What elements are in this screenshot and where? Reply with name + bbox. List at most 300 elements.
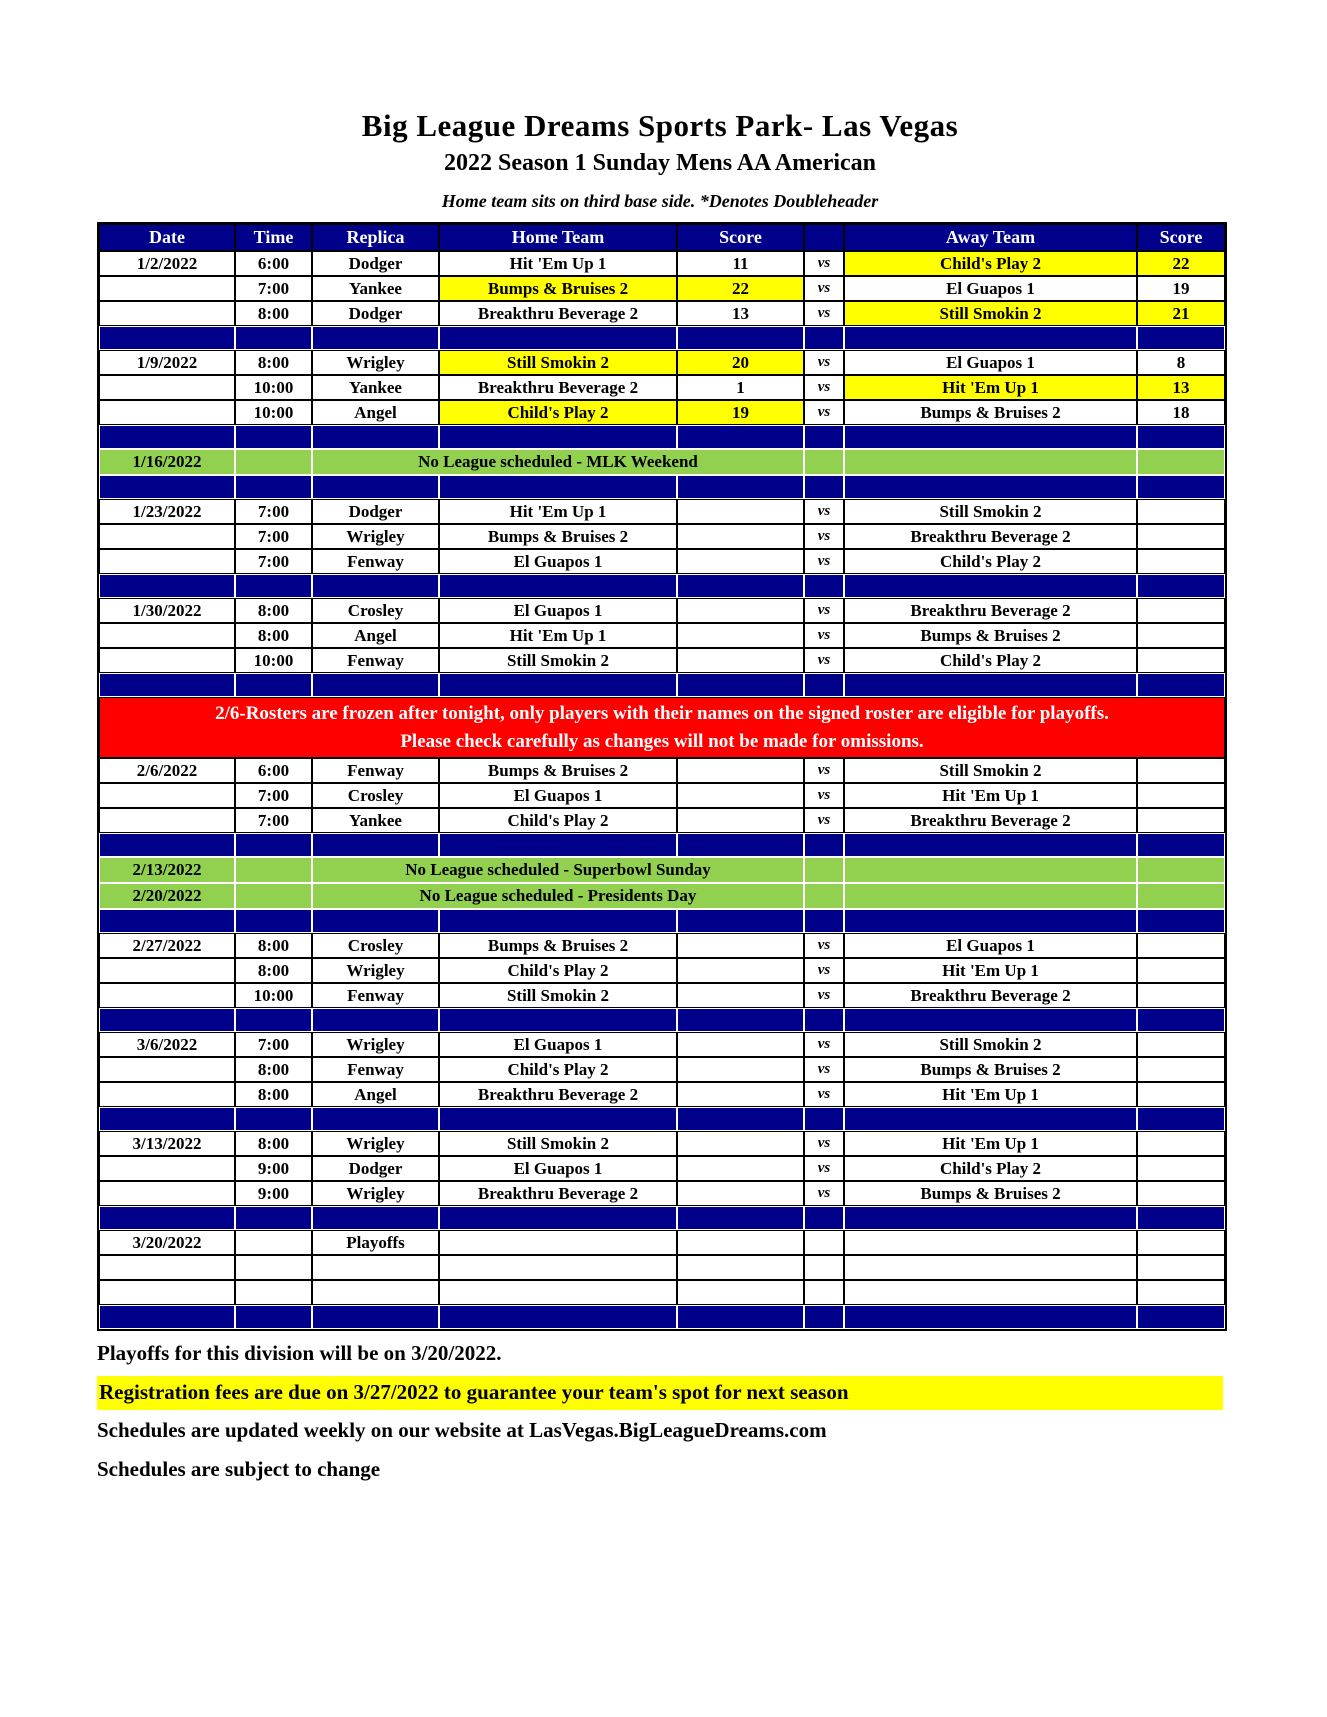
home-team-cell: Breakthru Beverage 2 [439, 301, 677, 326]
away-score-cell [1137, 1255, 1225, 1280]
home-score-cell [677, 1057, 804, 1082]
separator-cell [1137, 673, 1225, 697]
away-team-cell: Breakthru Beverage 2 [844, 983, 1137, 1008]
separator-cell [844, 1305, 1137, 1329]
separator-cell [312, 1008, 439, 1032]
separator-cell [439, 1206, 677, 1230]
separator-cell [804, 673, 844, 697]
no-league-label-cell: No League scheduled - Superbowl Sunday [312, 857, 804, 883]
date-cell [99, 958, 235, 983]
away-score-cell [1137, 1156, 1225, 1181]
vs-cell: vs [804, 301, 844, 326]
schedule-table [97, 222, 1227, 1331]
no-league-row [99, 449, 1225, 475]
time-cell: 10:00 [235, 375, 312, 400]
home-score-cell [677, 524, 804, 549]
away-score-cell [1137, 1181, 1225, 1206]
separator-cell [804, 1305, 844, 1329]
vs-cell: vs [804, 1181, 844, 1206]
vs-cell: vs [804, 808, 844, 833]
away-score-cell: 21 [1137, 301, 1225, 326]
home-team-cell [439, 1280, 677, 1305]
time-cell: 8:00 [235, 958, 312, 983]
home-score-cell [677, 1255, 804, 1280]
away-team-cell: Breakthru Beverage 2 [844, 598, 1137, 623]
home-team-cell: Still Smokin 2 [439, 1131, 677, 1156]
replica-cell: Crosley [312, 783, 439, 808]
date-cell [99, 1255, 235, 1280]
separator-cell [804, 1206, 844, 1230]
separator-cell [235, 425, 312, 449]
home-team-cell: Hit 'Em Up 1 [439, 623, 677, 648]
time-cell: 8:00 [235, 933, 312, 958]
separator-cell [804, 909, 844, 933]
time-cell: 7:00 [235, 524, 312, 549]
roster-banner-cell [99, 697, 1225, 758]
playoffs-label-cell: Playoffs [312, 1230, 439, 1255]
away-score-cell [1137, 1082, 1225, 1107]
vs-cell: vs [804, 758, 844, 783]
time-cell: 7:00 [235, 783, 312, 808]
vs-cell [804, 883, 844, 909]
date-cell [99, 808, 235, 833]
separator-cell [1137, 833, 1225, 857]
separator-cell [804, 425, 844, 449]
separator-cell [844, 833, 1137, 857]
game-row [99, 350, 1225, 375]
away-score-cell [1137, 549, 1225, 574]
replica-cell: Crosley [312, 598, 439, 623]
time-cell: 8:00 [235, 1057, 312, 1082]
footer-notes [97, 1341, 1223, 1482]
separator-cell [804, 1107, 844, 1131]
playoffs-note: Playoffs for this division will be on 3/20/2022. [97, 1341, 502, 1366]
roster-banner-line2: Please check carefully as changes will not be made for omissions. [400, 730, 924, 752]
away-team-cell [844, 449, 1137, 475]
separator-cell [1137, 425, 1225, 449]
home-team-cell: Breakthru Beverage 2 [439, 1181, 677, 1206]
away-team-cell: Child's Play 2 [844, 1156, 1137, 1181]
vs-cell: vs [804, 783, 844, 808]
time-cell: 8:00 [235, 1131, 312, 1156]
game-row [99, 301, 1225, 326]
home-team-cell: El Guapos 1 [439, 549, 677, 574]
away-score-cell [1137, 524, 1225, 549]
separator-row [99, 475, 1225, 499]
game-row [99, 1082, 1225, 1107]
separator-cell [677, 673, 804, 697]
no-league-label-cell: No League scheduled - MLK Weekend [312, 449, 804, 475]
away-score-cell: 8 [1137, 350, 1225, 375]
date-cell: 2/27/2022 [99, 933, 235, 958]
separator-row [99, 833, 1225, 857]
away-team-cell: Bumps & Bruises 2 [844, 1057, 1137, 1082]
separator-row [99, 673, 1225, 697]
separator-row [99, 425, 1225, 449]
away-score-cell [1137, 1032, 1225, 1057]
date-cell: 2/6/2022 [99, 758, 235, 783]
separator-cell [235, 1008, 312, 1032]
separator-cell [312, 425, 439, 449]
home-team-cell: Still Smokin 2 [439, 350, 677, 375]
vs-cell: vs [804, 549, 844, 574]
separator-cell [99, 574, 235, 598]
schedule-sheet [97, 0, 1223, 1482]
time-cell: 8:00 [235, 301, 312, 326]
time-cell: 7:00 [235, 1032, 312, 1057]
separator-cell [312, 326, 439, 350]
away-score-cell [1137, 449, 1225, 475]
away-team-cell: Hit 'Em Up 1 [844, 375, 1137, 400]
separator-cell [99, 425, 235, 449]
schedule-table-body [99, 251, 1225, 1329]
away-score-cell [1137, 983, 1225, 1008]
separator-cell [677, 326, 804, 350]
away-team-cell: El Guapos 1 [844, 350, 1137, 375]
replica-cell: Angel [312, 623, 439, 648]
column-header-home-score: Score [677, 224, 804, 251]
empty-row [99, 1280, 1225, 1305]
separator-cell [99, 909, 235, 933]
vs-cell [804, 857, 844, 883]
away-team-cell: El Guapos 1 [844, 933, 1137, 958]
separator-cell [844, 475, 1137, 499]
time-cell: 8:00 [235, 598, 312, 623]
home-score-cell [677, 758, 804, 783]
home-team-cell: Hit 'Em Up 1 [439, 251, 677, 276]
home-score-cell: 11 [677, 251, 804, 276]
column-header-away-team: Away Team [844, 224, 1137, 251]
home-score-cell [677, 983, 804, 1008]
separator-cell [804, 574, 844, 598]
date-cell [99, 983, 235, 1008]
home-score-cell [677, 623, 804, 648]
away-team-cell [844, 1280, 1137, 1305]
game-row [99, 251, 1225, 276]
time-cell: 9:00 [235, 1156, 312, 1181]
separator-cell [439, 1107, 677, 1131]
column-header-time: Time [235, 224, 312, 251]
separator-cell [235, 574, 312, 598]
away-team-cell [844, 883, 1137, 909]
away-score-cell [1137, 883, 1225, 909]
separator-cell [99, 1305, 235, 1329]
replica-cell: Yankee [312, 276, 439, 301]
schedule-table-header [99, 224, 1225, 251]
game-row [99, 623, 1225, 648]
away-score-cell [1137, 958, 1225, 983]
replica-cell [312, 1255, 439, 1280]
time-cell: 10:00 [235, 648, 312, 673]
date-cell [99, 276, 235, 301]
separator-cell [677, 1305, 804, 1329]
date-cell: 1/23/2022 [99, 499, 235, 524]
game-row [99, 400, 1225, 425]
away-team-cell: Child's Play 2 [844, 648, 1137, 673]
date-cell [99, 1082, 235, 1107]
vs-cell [804, 449, 844, 475]
separator-row [99, 1206, 1225, 1230]
date-cell [99, 623, 235, 648]
game-row [99, 1057, 1225, 1082]
page-subtitle: 2022 Season 1 Sunday Mens AA American [443, 150, 877, 176]
separator-cell [312, 673, 439, 697]
home-team-cell: Still Smokin 2 [439, 648, 677, 673]
away-team-cell: Breakthru Beverage 2 [844, 524, 1137, 549]
away-team-cell: Child's Play 2 [844, 549, 1137, 574]
separator-cell [844, 574, 1137, 598]
away-team-cell: Hit 'Em Up 1 [844, 1082, 1137, 1107]
time-cell [235, 449, 312, 475]
vs-cell: vs [804, 623, 844, 648]
replica-cell: Wrigley [312, 1032, 439, 1057]
separator-cell [1137, 909, 1225, 933]
separator-cell [235, 833, 312, 857]
replica-cell: Fenway [312, 758, 439, 783]
away-score-cell [1137, 499, 1225, 524]
separator-cell [312, 574, 439, 598]
separator-cell [1137, 1008, 1225, 1032]
separator-cell [804, 326, 844, 350]
home-team-cell: Bumps & Bruises 2 [439, 758, 677, 783]
date-cell [99, 1057, 235, 1082]
separator-cell [439, 326, 677, 350]
home-score-cell [677, 1230, 804, 1255]
separator-cell [1137, 1107, 1225, 1131]
separator-cell [677, 475, 804, 499]
column-header-date: Date [99, 224, 235, 251]
separator-row [99, 574, 1225, 598]
replica-cell: Fenway [312, 549, 439, 574]
separator-cell [804, 475, 844, 499]
home-score-cell [677, 1082, 804, 1107]
replica-cell: Wrigley [312, 524, 439, 549]
vs-cell: vs [804, 276, 844, 301]
separator-cell [312, 909, 439, 933]
away-score-cell: 13 [1137, 375, 1225, 400]
vs-cell [804, 1255, 844, 1280]
away-team-cell: Still Smokin 2 [844, 758, 1137, 783]
game-row [99, 598, 1225, 623]
away-team-cell [844, 1230, 1137, 1255]
replica-cell: Fenway [312, 648, 439, 673]
home-team-cell: Still Smokin 2 [439, 983, 677, 1008]
away-team-cell: Child's Play 2 [844, 251, 1137, 276]
away-team-cell: Still Smokin 2 [844, 1032, 1137, 1057]
replica-cell: Wrigley [312, 1131, 439, 1156]
separator-cell [844, 326, 1137, 350]
date-cell: 2/13/2022 [99, 857, 235, 883]
home-team-cell: El Guapos 1 [439, 598, 677, 623]
date-cell: 1/30/2022 [99, 598, 235, 623]
vs-cell: vs [804, 983, 844, 1008]
vs-cell: vs [804, 375, 844, 400]
away-team-cell: Bumps & Bruises 2 [844, 1181, 1137, 1206]
away-score-cell: 18 [1137, 400, 1225, 425]
time-cell: 10:00 [235, 983, 312, 1008]
home-score-cell [677, 808, 804, 833]
home-team-cell: Child's Play 2 [439, 808, 677, 833]
game-row [99, 375, 1225, 400]
column-header-vs [804, 224, 844, 251]
separator-cell [439, 909, 677, 933]
home-score-cell: 13 [677, 301, 804, 326]
vs-cell: vs [804, 1057, 844, 1082]
home-team-cell: Breakthru Beverage 2 [439, 1082, 677, 1107]
home-team-cell [439, 1255, 677, 1280]
separator-cell [844, 1107, 1137, 1131]
away-team-cell: Still Smokin 2 [844, 499, 1137, 524]
home-team-cell: El Guapos 1 [439, 1032, 677, 1057]
home-team-cell: Child's Play 2 [439, 400, 677, 425]
separator-cell [439, 1008, 677, 1032]
away-score-cell [1137, 758, 1225, 783]
date-cell: 3/13/2022 [99, 1131, 235, 1156]
home-score-cell: 1 [677, 375, 804, 400]
separator-cell [235, 673, 312, 697]
separator-cell [99, 326, 235, 350]
home-team-cell: Bumps & Bruises 2 [439, 933, 677, 958]
home-team-cell: El Guapos 1 [439, 783, 677, 808]
home-team-cell: Hit 'Em Up 1 [439, 499, 677, 524]
separator-cell [1137, 1206, 1225, 1230]
separator-cell [235, 1107, 312, 1131]
away-score-cell [1137, 783, 1225, 808]
time-cell: 6:00 [235, 251, 312, 276]
date-cell [99, 1280, 235, 1305]
vs-cell: vs [804, 350, 844, 375]
vs-cell: vs [804, 1156, 844, 1181]
game-row [99, 1032, 1225, 1057]
game-row [99, 1131, 1225, 1156]
separator-cell [99, 1206, 235, 1230]
game-row [99, 1156, 1225, 1181]
away-team-cell: El Guapos 1 [844, 276, 1137, 301]
no-league-row [99, 883, 1225, 909]
home-team-cell: Bumps & Bruises 2 [439, 524, 677, 549]
home-score-cell [677, 549, 804, 574]
replica-cell [312, 1280, 439, 1305]
date-cell [99, 783, 235, 808]
separator-cell [235, 1305, 312, 1329]
home-team-cell [439, 1230, 677, 1255]
home-score-cell [677, 933, 804, 958]
game-row [99, 958, 1225, 983]
time-cell: 7:00 [235, 549, 312, 574]
column-header-away-score: Score [1137, 224, 1225, 251]
away-score-cell [1137, 1057, 1225, 1082]
replica-cell: Crosley [312, 933, 439, 958]
time-cell [235, 883, 312, 909]
away-score-cell [1137, 1230, 1225, 1255]
separator-row [99, 1305, 1225, 1329]
date-cell: 1/9/2022 [99, 350, 235, 375]
replica-cell: Dodger [312, 1156, 439, 1181]
separator-cell [677, 574, 804, 598]
time-cell [235, 1230, 312, 1255]
time-cell: 8:00 [235, 350, 312, 375]
away-team-cell [844, 857, 1137, 883]
separator-cell [312, 1107, 439, 1131]
away-score-cell [1137, 1280, 1225, 1305]
time-cell: 7:00 [235, 808, 312, 833]
away-score-cell [1137, 857, 1225, 883]
separator-cell [312, 1206, 439, 1230]
date-cell: 3/20/2022 [99, 1230, 235, 1255]
vs-cell: vs [804, 958, 844, 983]
separator-cell [844, 425, 1137, 449]
replica-cell: Fenway [312, 1057, 439, 1082]
replica-cell: Yankee [312, 375, 439, 400]
separator-cell [99, 673, 235, 697]
home-team-cell: Bumps & Bruises 2 [439, 276, 677, 301]
time-cell: 8:00 [235, 1082, 312, 1107]
home-score-cell: 19 [677, 400, 804, 425]
home-score-cell [677, 1131, 804, 1156]
away-score-cell [1137, 1131, 1225, 1156]
vs-cell: vs [804, 1082, 844, 1107]
separator-cell [1137, 1305, 1225, 1329]
separator-row [99, 909, 1225, 933]
home-team-cell: Child's Play 2 [439, 1057, 677, 1082]
game-row [99, 1181, 1225, 1206]
replica-cell: Wrigley [312, 350, 439, 375]
separator-cell [677, 909, 804, 933]
game-row [99, 549, 1225, 574]
time-cell: 9:00 [235, 1181, 312, 1206]
home-score-cell [677, 648, 804, 673]
page-title: Big League Dreams Sports Park- Las Vegas [361, 108, 959, 143]
column-header-replica: Replica [312, 224, 439, 251]
home-score-cell [677, 958, 804, 983]
separator-cell [677, 1206, 804, 1230]
home-score-cell [677, 1156, 804, 1181]
home-score-cell [677, 1181, 804, 1206]
away-score-cell [1137, 623, 1225, 648]
home-score-cell: 22 [677, 276, 804, 301]
vs-cell: vs [804, 933, 844, 958]
time-cell [235, 1255, 312, 1280]
date-cell [99, 524, 235, 549]
date-cell [99, 375, 235, 400]
replica-cell: Wrigley [312, 1181, 439, 1206]
game-row [99, 758, 1225, 783]
separator-row [99, 1107, 1225, 1131]
registration-note: Registration fees are due on 3/27/2022 to guarantee your team's spot for next season [97, 1376, 1223, 1410]
separator-cell [1137, 574, 1225, 598]
vs-cell: vs [804, 400, 844, 425]
away-score-cell [1137, 933, 1225, 958]
time-cell [235, 857, 312, 883]
roster-banner-row [99, 697, 1225, 758]
separator-cell [439, 673, 677, 697]
vs-cell [804, 1230, 844, 1255]
empty-row [99, 1255, 1225, 1280]
vs-cell: vs [804, 524, 844, 549]
vs-cell: vs [804, 648, 844, 673]
time-cell [235, 1280, 312, 1305]
replica-cell: Dodger [312, 251, 439, 276]
away-team-cell: Breakthru Beverage 2 [844, 808, 1137, 833]
playoffs-row [99, 1230, 1225, 1255]
game-row [99, 648, 1225, 673]
separator-cell [312, 475, 439, 499]
separator-cell [235, 475, 312, 499]
separator-cell [235, 909, 312, 933]
away-team-cell [844, 1255, 1137, 1280]
column-header-home-team: Home Team [439, 224, 677, 251]
date-cell [99, 301, 235, 326]
